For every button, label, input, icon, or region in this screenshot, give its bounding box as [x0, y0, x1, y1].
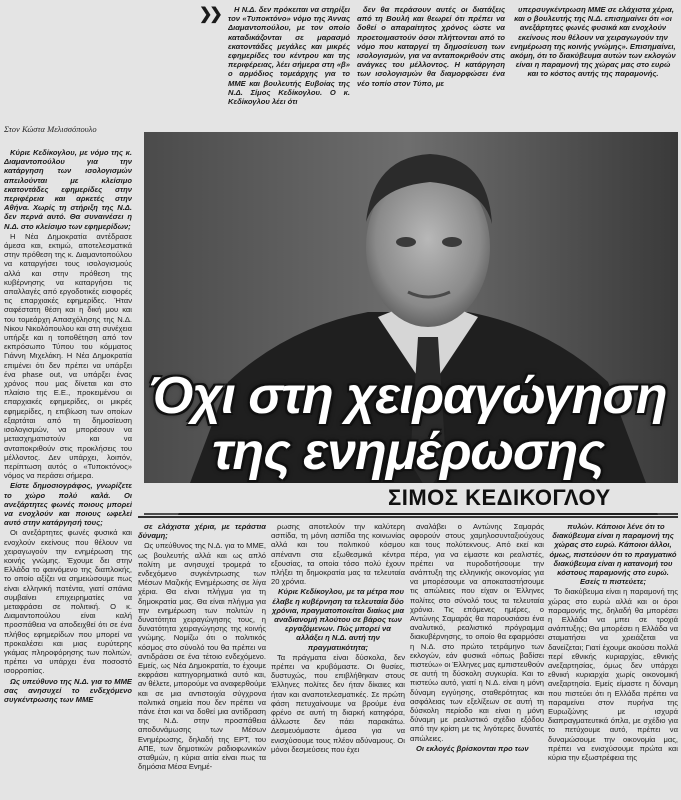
double-chevron-icon: ❯❯	[199, 6, 220, 23]
answer-4: Τα πράγματα είναι δύσκολα, δεν πρέπει να κρυβόμαστε. Οι θυσίες, δυστυχώς, που επιβλήθηκαν στους Έλληνες πολίτες δεν ήταν δίκαιες και ήταν και αναποτελεσματικές. Σε πρώτη φάση πετυχαίνουμε να βρούμε ένα φρένο σε αυτή τη διαρκή κατηφόρα, άλλωστε δεν πάει παρακάτω. Δεσμευόμαστε άμεσα για να ενισχύσουμε τους πλέον αδύναμους. Οι μόνοι δεσμεύσεις που έχει	[271, 652, 405, 754]
intro-text-1: Η Ν.Δ. δεν πρόκειται να στηρίξει τον «Τυποκτόνο» νόμο της Άννας Διαμαντοπούλου, με τον οποίο καταδικάζονται σε μαρασμό εκατοντάδες μεγάλες και μικρές εφημερίδες του κέντρου και της περιφέρειας, λέει σήμερα στη «β» ο αρμόδιος τομεάρχης για το ΜΜΕ και βουλευτής Ευβοίας της Ν.Δ. Σίμος Κεδίκογλου. Ο κ. Κεδίκογλου λέει ότι	[228, 5, 350, 107]
bottom-column-4	[548, 522, 678, 798]
intro-column-3	[510, 5, 676, 118]
answer-3-continued: ρωσης αποτελούν την καλύτερη ασπίδα, τη μόνη ασπίδα της κοινωνίας αλλά και του πολιτικού κόσμου απέναντι στα εξωθεσμικά κέντρα εξουσίας, τα οποία τόσο πολύ έχουν πλήξει τη δημοκρατία μας τα τελευταία 20 χρόνια.	[271, 522, 405, 587]
bottom-column-2	[271, 522, 405, 798]
answer-5: Το διακύβευμα είναι η παραμονή της χώρας στο ευρώ αλλά και οι όροι παραμονής της, δηλαδή θα μπορέσει η Ελλάδα να μπει σε τροχιά ανάπτυξης; Θα μπορέσει η Ελλάδα να σταματήσει να χρειάζεται να δανείζεται; Γιατί έχουμε ακούσει πολλά περί εθνικής κυριαρχίας, εθνικής ανεξαρτησίας, όμως δεν υπάρχει εθνική κυριαρχία χωρίς οικονομική ανεξαρτησία. Εμείς είμαστε η δύναμη που πιστεύει ότι η Ελλάδα πρέπει να παραμείνει στον πυρήνα της Ευρωζώνης με ισχυρά διαπραγματευτικά όπλα, με σχέδιο για το πετύχουμε αυτό, πρέπει να δυναμώσουμε την οικονομία μας, πρέπει να ενισχύσουμε πρώτα και κύρια την εξωστρέφεια της	[548, 587, 678, 763]
divider	[138, 516, 678, 518]
answer-2: Οι ανεξάρτητες φωνές φυσικά και ενοχλούν εκείνους που θέλουν να χειραγωγούν την ενημέρωση της κοινής γνώμης. Έχουμε δει στην Ελλάδα το φαινόμενο της διαπλοκής, το οποίο αξίζει να σημειώσουμε πως είναι ελληνική πατέντα, γιατί σπάνια συμβαίνει επιχειρηματίες να μεταφράσει σε πολιτική. Ο κ. Διαμαντοπούλου είναι καλή προσπάθεια να αποδειχθεί ότι σε ένα πλήθος εφημερίδων που μπορεί να προκαλέσει και μιας ευρύτερης γκάμας πληροφόρησης των πολιτών, πρέπει να υπάρχει ένα ποσοστό ισορροπίας.	[4, 528, 132, 676]
question-1: Κύριε Κεδίκογλου, με νόμο της κ. Διαμαντοπούλου για την κατάργηση των ισολογισμών απειλούνται με κλείσιμο εκατοντάδες εφημερίδες στην περιφέρεια και αρκετές στην Αθήνα. Χωρίς τη στήριξη της Ν.Δ. δεν περνά αυτό. Θα συναινέσει η Ν.Δ. στο κλείσιμο των εφημερίδων;	[4, 148, 132, 231]
question-2: Είστε δημοσιογράφος, γνωρίζετε το χώρο πολύ καλά. Οι ανεξάρτητες φωνές ποιους μπορεί να ενοχλούν και ποιους ωφελεί αυτό στην κατάργησή τους;	[4, 481, 132, 528]
question-3-continued: σε ελάχιστα χέρια, με τεράστια δύναμη;	[138, 522, 266, 541]
answer-1: Η Νέα Δημοκρατία αντέδρασε άμεσα και, εκτιμώ, αποτελεσματικά στην πρόθεση της κ. Διαμαντοπούλου να καταργήσει τους ισολογισμούς αλλά και στην πρόθεση της κυβέρνησης να καταργήσει τις απαλλαγές από εργοδοτικές εισφορές τις επαρχιακές εφημερίδες. Ήταν σαφέστατη θέση και η δική μου και του τομεάρχη Απασχόλησης της Ν.Δ. Νίκου Νικολόπουλου και στη συνέχεια υπήρξε και η τοποθέτηση από τον εκπρόσωπο Τύπου του κόμματος Γιάννη Μιχελάκη. Η Νέα Δημοκρατία επιμένει ότι δεν πρέπει να υπάρξει ένα phase out, να υπάρξει ένας χρόνος που μας δίνεται και στο πλαίσιο της Ε.Ε., προκειμένου οι επαρχιακές εφημερίδες, οι μικρές εφημερίδες, η επιβίωση των οποίων εξαρτάται από τη δημοσίευση ισολογισμών, να μπορέσουν να μετασχηματιστούν και να ανταποκριθούν στις προκλήσεις του μέλλοντος. Δεν υπάρχει, λοιπόν, περίπτωση αυτός ο «Τυποκτόνος» νόμος να περάσει σήμερα.	[4, 231, 132, 481]
answer-3: Ως υπεύθυνος της Ν.Δ. για το ΜΜΕ, ως βουλευτής αλλά και ως απλό πολίτη με ανησυχεί τρομερά το ενδεχόμενο συγκέντρωσης των Μέσων Μαζικής Ενημέρωσης σε λίγα χέρια. Θα είναι πλήγμα για τη δημοκρατία μας. Θα είναι πλήγμα για την ενημέρωση των πολιτών η δυνατότητα χειραγώγησης τους, η δυνατότητα χειραγώγησης της κοινής γνώμης. Νομίζω ότι ο πολιτικός κόσμος στο σύνολό του θα πρέπει να αντιδράσει σε ένα τέτοιο ενδεχόμενο. Εμείς, ως Νέα Δημοκρατία, το έχουμε εκφράσει κατηγορηματικά αυτό και, αν θέλετε, μπορούμε να αναφερθούμε και σε μια αντιστοιχία σύγχρονα πολιτικά σημεία που δεν πρέπει να πάνε έτσι και να δοθεί μια αντίδραση της Ν.Δ. στην προσπάθεια αποδυνάμωσης των Μέσων Ενημέρωσης, δηλαδή της ΕΡΤ, του ΑΠΕ, των δημοτικών ραδιοφωνικών σταθμών, η κύρια αιτία είναι πως τα δημόσια Μέσα Ενημέ-	[138, 541, 266, 772]
intro-text-2: δεν θα περάσουν αυτές οι διατάξεις από τη Βουλή και θεωρεί ότι πρέπει να δοθεί ο απαραίτητος χρόνος ώστε να προετοιμαστούν όσοι πλήττονται από το νόμο που καταργεί τη δημοσίευση των ισολογισμών, για να ανταποκριθούν στις ανάγκες του μέλλοντος. Η κατάργηση των ισολογισμών θα διαμορφώσει ένα νέο τοπίο στον Τύπο, με	[357, 5, 505, 88]
headline-line-2: της ενημέρωσης	[212, 423, 604, 481]
intro-column-1	[228, 5, 350, 118]
bottom-column-1	[138, 522, 266, 798]
intro-text-3: υπερσυγκέντρωση ΜΜΕ σε ελάχιστα χέρια, και ο βουλευτής της Ν.Δ. επισημαίνει ότι «οι ανεξάρτητες φωνές φυσικά και ενοχλούν εκείνους που θέλουν να χειραγωγούν την ενημέρωση της κοινής γνώμης». Επισημαίνει, ακόμη, ότι το διακύβευμα αυτών των εκλογών είναι η παραμονή της χώρας μας στο ευρώ και το κόστος αυτής της παραμονής.	[510, 5, 676, 79]
intro-column-2	[357, 5, 505, 118]
question-4: Κύριε Κεδίκογλου, με τα μέτρα που έλαβε η κυβέρνηση τα τελευταία δύο χρόνια, πραγματοποιείται διαίως μια αναδιανομή πλούτου σε βάρος των εργαζόμενων. Πώς μπορεί να αλλάξει η Ν.Δ. αυτή την πραγματικότητα;	[271, 587, 405, 652]
interviewee-name: ΣΙΜΟΣ ΚΕΔΙΚΟΓΛΟΥ	[388, 485, 611, 510]
question-3: Ως υπεύθυνο της Ν.Δ. για το ΜΜΕ σας ανησυχεί το ενδεχόμενο συγκέντρωσης των ΜΜΕ	[4, 676, 132, 704]
question-5: Οι εκλογές βρίσκονται προ των	[416, 743, 529, 753]
answer-4-continued: αναλάβει ο Αντώνης Σαμαράς αφορούν στους χαμηλοσυνταξιούχους και τους πολύτεκνους. Από εκεί και πέρα, για να είμαστε και ρεαλιστές, πρέπει να πυροδοτήσουμε την ανάπτυξη της ελληνικής οικονομίας για να μπορέσουμε να αποκαταστήσουμε τις απώλειες που είχαν οι Έλληνες πολίτες στο σύνολό τους τα τελευταία χρόνια. Τις επόμενες ημέρες, ο Αντώνης Σαμαράς θα παρουσιάσει ένα αναλυτικό, ρεαλιστικό πρόγραμμα διακυβέρνησης, το οποίο θα εφαρμόσει η Ν.Δ. στο πρώτο τετράμηνο των εκλογών, εάν φυσικά «όπως βαδίσει πιστεύω» οι Έλληνες μας εμπιστευθούν σε αυτή τη δύσκολη συγκυρία. Και το πιστεύω αυτό, γιατί η Ν.Δ. είναι η μόνη δύναμη εγγύησης, σταθερότητας και ασφάλειας των εξελίξεων σε αυτή τη δύσκολη περίοδο και είναι η μόνη δύναμη με ρεαλιστικό σχέδιο εξόδου από την κρίση με τις λιγότερες δυνατές απώλειες.	[410, 522, 544, 743]
byline: Στον Κώστα Μελισσόπουλο	[4, 124, 97, 134]
headline-line-1: Όχι στη χειραγώγηση	[149, 367, 667, 425]
name-bar	[138, 483, 678, 513]
question-5-continued: πυλών. Κάποιοι λένε ότι το διακύβευμα είναι η παραμονή της χώρας στο ευρώ. Κάποιοι άλλοι, όμως, πιστεύουν ότι το πραγματικό διακύβευμα είναι η κατανομή του κόστους παραμονής στο ευρώ. Εσείς τι πιστεύετε;	[549, 522, 677, 587]
bottom-column-3	[410, 522, 544, 798]
headline	[138, 368, 678, 480]
left-column	[4, 148, 132, 798]
